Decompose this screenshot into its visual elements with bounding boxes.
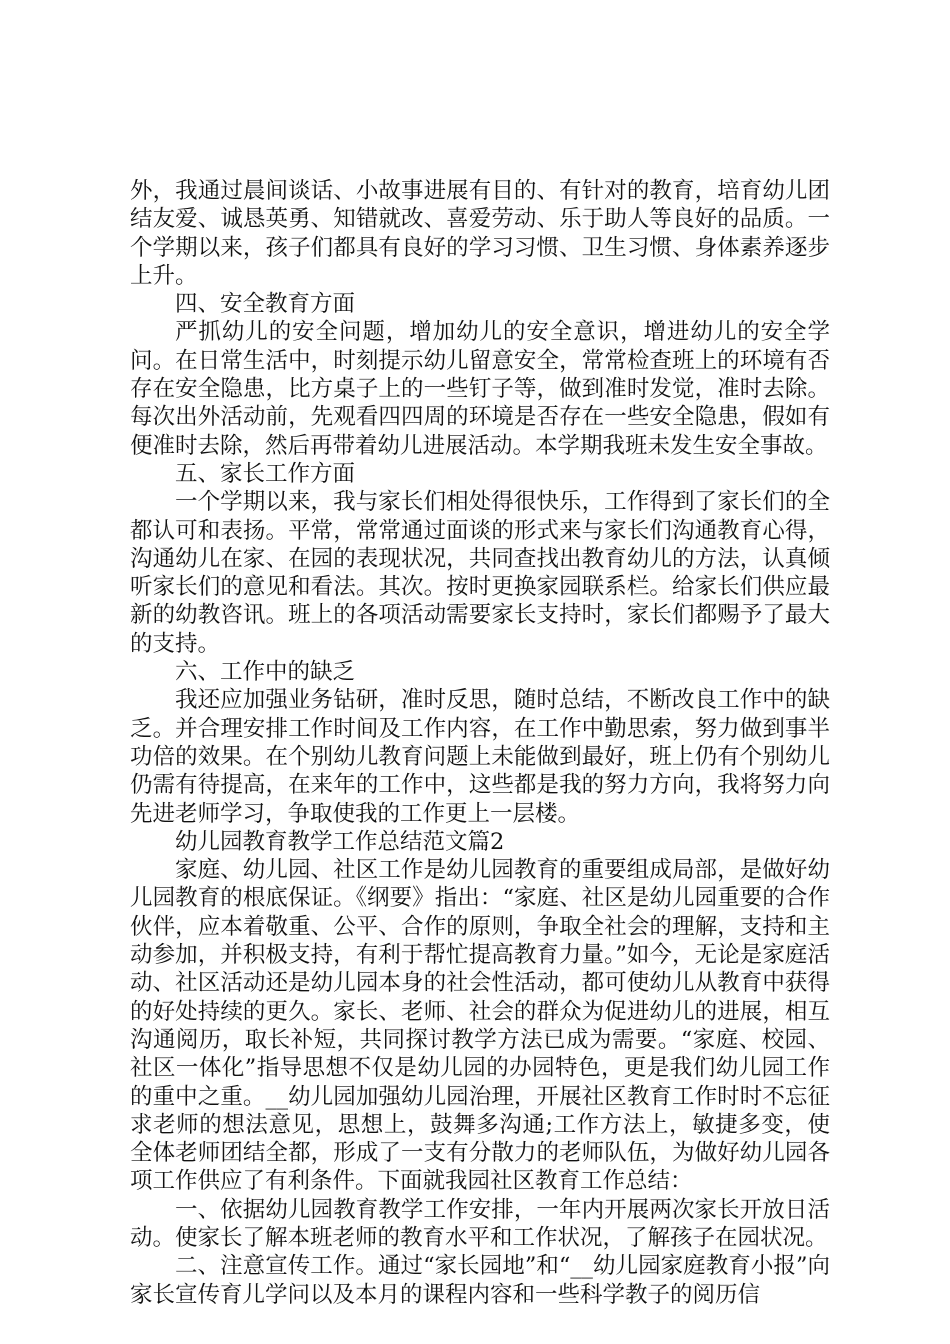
section-heading-safety-education: 四、安全教育方面 [175,291,356,318]
paragraph-parent-work: 一个学期以来，我与家长们相处得很快乐，工作得到了家长们的全都认可和表扬。平常，常常通过面谈的形式来与家长们沟通教育心得，沟通幼儿在家、在园的表现状况，共同查找出教育幼儿的方法，认真倾听家长们的意见和看法。其次。按时更换家园联系栏。给家长们供应最新的幼教咨讯。班上的各项活动需要家长支持时，家长们都赐予了最大的支持。 [130,489,830,657]
article-title-part-2: 幼儿园教育教学工作总结范文篇2 [175,828,505,855]
document-body [130,177,830,1309]
section-heading-parent-work: 五、家长工作方面 [175,460,356,487]
paragraph-open-day-activities: 一、依据幼儿园教育教学工作安排，一年内开展两次家长开放日活动。使家长了解本班老师的教育水平和工作状况，了解孩子在园状况。 [130,1196,830,1251]
paragraph-safety-education: 严抓幼儿的安全问题，增加幼儿的安全意识，增进幼儿的安全学问。在日常生活中，时刻提示幼儿留意安全，常常检查班上的环境有否存在安全隐患，比方桌子上的一些钉子等，做到准时发觉，准时去除。每次出外活动前，先观看四四周的环境是否存在一些安全隐患，假如有便准时去除，然后再带着幼儿进展活动。本学期我班未发生安全事故。 [130,319,830,459]
section-heading-shortcomings: 六、工作中的缺乏 [175,659,356,686]
paragraph-shortcomings: 我还应加强业务钻研，准时反思，随时总结，不断改良工作中的缺乏。并合理安排工作时间及工作内容，在工作中勤思索，努力做到事半功倍的效果。在个别幼儿教育问题上未能做到最好，班上仍有个别幼儿仍需有待提高，在来年的工作中，这些都是我的努力方向，我将努力向先进老师学习，争取使我的工作更上一层楼。 [130,687,830,827]
paragraph-moral-education-continued: 外，我通过晨间谈话、小故事进展有目的、有针对的教育，培育幼儿团结友爱、诚恳英勇、知错就改、喜爱劳动、乐于助人等良好的品质。一个学期以来，孩子们都具有良好的学习习惯、卫生习惯、身体素养逐步上升。 [130,178,830,289]
paragraph-publicity-work: 二、注意宣传工作。通过“家长园地”和“__幼儿园家庭教育小报”向家长宣传育儿学问以及本月的课程内容和一些科学教子的阅历信 [130,1253,830,1308]
paragraph-community-education-intro: 家庭、幼儿园、社区工作是幼儿园教育的重要组成局部，是做好幼儿园教育的根底保证。《纲要》指出：“家庭、社区是幼儿园重要的合作伙伴，应本着敬重、公平、合作的原则，争取全社会的理解，支持和主动参加，并积极支持，有利于帮忙提高教育力量。”如今，无论是家庭活动、社区活动还是幼儿园本身的社会性活动，都可使幼儿从教育中获得的好处持续的更久。家长、老师、社会的群众为促进幼儿的进展，相互沟通阅历，取长补短，共同探讨教学方法已成为需要。“家庭、校园、社区一体化”指导思想不仅是幼儿园的办园特色，更是我们幼儿园工作的重中之重。__幼儿园加强幼儿园治理，开展社区教育工作时时不忘征求老师的想法意见，思想上，鼓舞多沟通;工作方法上，敏捷多变，使全体老师团结全都，形成了一支有分散力的老师队伍，为做好幼儿园各项工作供应了有利条件。下面就我园社区教育工作总结： [130,857,830,1195]
